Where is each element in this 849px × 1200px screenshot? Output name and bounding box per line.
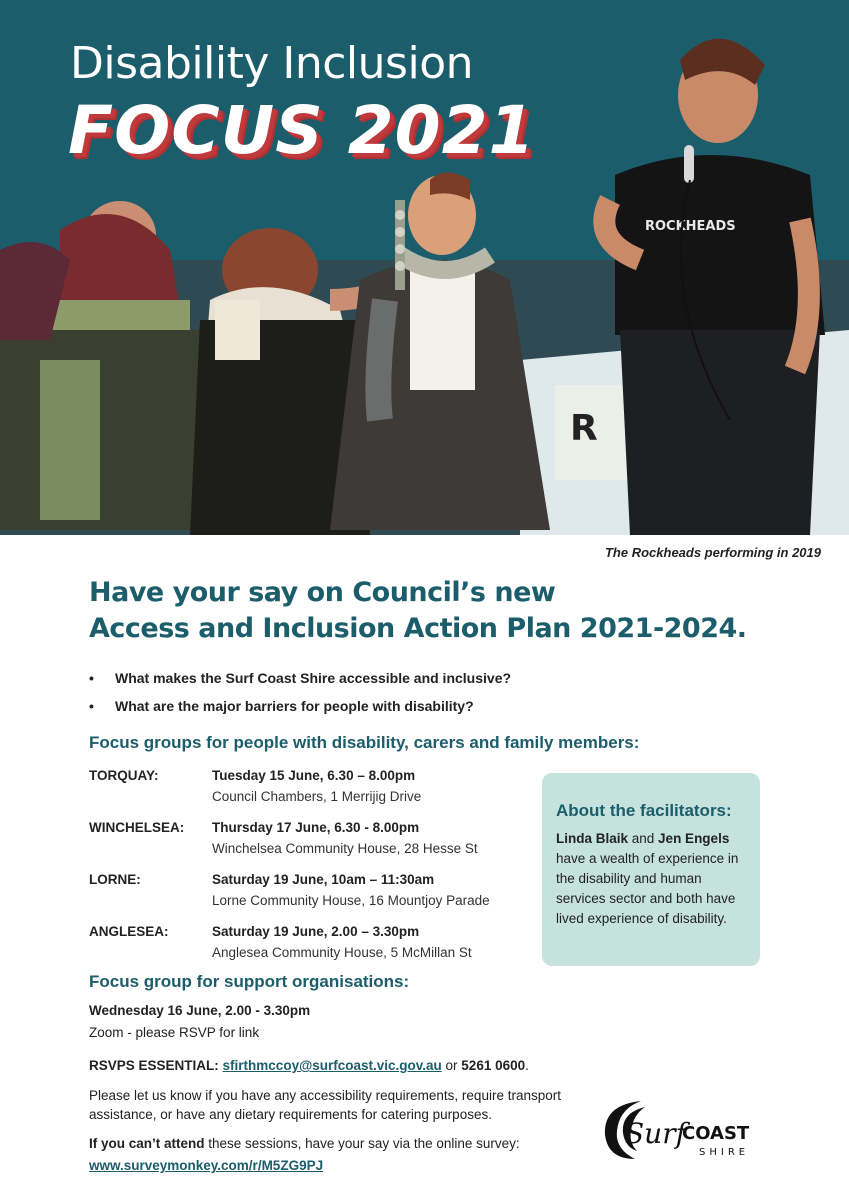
facilitator-name: Jen Engels — [658, 831, 730, 846]
support-date: Wednesday 16 June, 2.00 - 3.30pm — [89, 1003, 311, 1018]
svg-text:R: R — [570, 408, 598, 449]
rsvp-line: RSVPS ESSENTIAL: sfirthmccoy@surfcoast.vic.gov.au or 5261 0600. — [89, 1058, 529, 1073]
question-item: • What are the major barriers for people with disability? — [89, 692, 511, 720]
headline — [89, 575, 809, 647]
session-venue: Winchelsea Community House, 28 Hesse St — [212, 841, 478, 856]
support-detail: Zoom - please RSVP for link — [89, 1025, 260, 1040]
session-venue: Anglesea Community House, 5 McMillan St — [212, 945, 472, 960]
headline-line-1: Have your say on Council’s new — [89, 577, 556, 608]
session-town: WINCHELSEA: — [89, 820, 185, 835]
session-venue: Council Chambers, 1 Merrijig Drive — [212, 789, 422, 804]
survey-info: If you can’t attend these sessions, have your say via the online survey: www.surveymonkey.com/r/M5ZG9PJ — [89, 1136, 520, 1173]
session-date: Saturday 19 June, 2.00 – 3.30pm — [212, 924, 420, 939]
session-date: Saturday 19 June, 10am – 11:30am — [212, 872, 435, 887]
facilitators-panel — [542, 773, 760, 966]
session-town: TORQUAY: — [89, 768, 159, 783]
svg-text:ROCKHEADS: ROCKHEADS — [645, 219, 736, 234]
requirements-note: Please let us know if you have any accessibility requirements, require transport assistance, or have any dietary requirements for catering purposes. — [89, 1088, 561, 1122]
facilitator-name: Linda Blaik — [556, 831, 629, 846]
svg-text:Surf: Surf — [625, 1117, 686, 1150]
headline-line-2: Access and Inclusion Action Plan 2021-2024. — [89, 613, 747, 644]
session-row — [89, 765, 529, 807]
session-date: Tuesday 15 June, 6.30 – 8.00pm — [212, 768, 416, 783]
session-schedule — [89, 765, 529, 973]
focus-groups-heading: Focus groups for people with disability, carers and family members: — [89, 733, 640, 752]
svg-text:SHIRE: SHIRE — [699, 1147, 750, 1158]
session-row — [89, 869, 529, 911]
svg-text:COAST: COAST — [682, 1123, 750, 1144]
facilitators-heading: About the facilitators: — [556, 801, 732, 820]
poster-subtitle: FOCUS 2021 — [68, 92, 536, 169]
surf-coast-shire-logo — [601, 1093, 766, 1163]
session-venue: Lorne Community House, 16 Mountjoy Parade — [212, 893, 490, 908]
poster-title: Disability Inclusion — [70, 38, 473, 89]
photo-caption: The Rockheads performing in 2019 — [604, 545, 821, 560]
question-item: • What makes the Surf Coast Shire accessible and inclusive? — [89, 664, 511, 692]
hero-banner — [0, 0, 849, 535]
support-heading: Focus group for support organisations: — [89, 972, 410, 991]
rsvp-phone: 5261 0600 — [461, 1058, 526, 1073]
attend-bold: If you can’t attend — [89, 1136, 205, 1151]
session-row — [89, 921, 529, 963]
session-date: Thursday 17 June, 6.30 - 8.00pm — [212, 820, 420, 835]
session-town: ANGLESEA: — [89, 924, 169, 939]
session-town: LORNE: — [89, 872, 141, 887]
rsvp-label: RSVPS ESSENTIAL: — [89, 1058, 219, 1073]
rsvp-email-link[interactable]: sfirthmccoy@surfcoast.vic.gov.au — [222, 1058, 442, 1073]
facilitators-text: Linda Blaik and Jen Engels have a wealth of experience in the disability and human services sector and both have lived experience of disability. — [556, 831, 739, 926]
session-row — [89, 817, 529, 859]
survey-link[interactable]: www.surveymonkey.com/r/M5ZG9PJ — [89, 1158, 324, 1173]
question-list — [89, 664, 511, 720]
support-session — [89, 1000, 310, 1044]
